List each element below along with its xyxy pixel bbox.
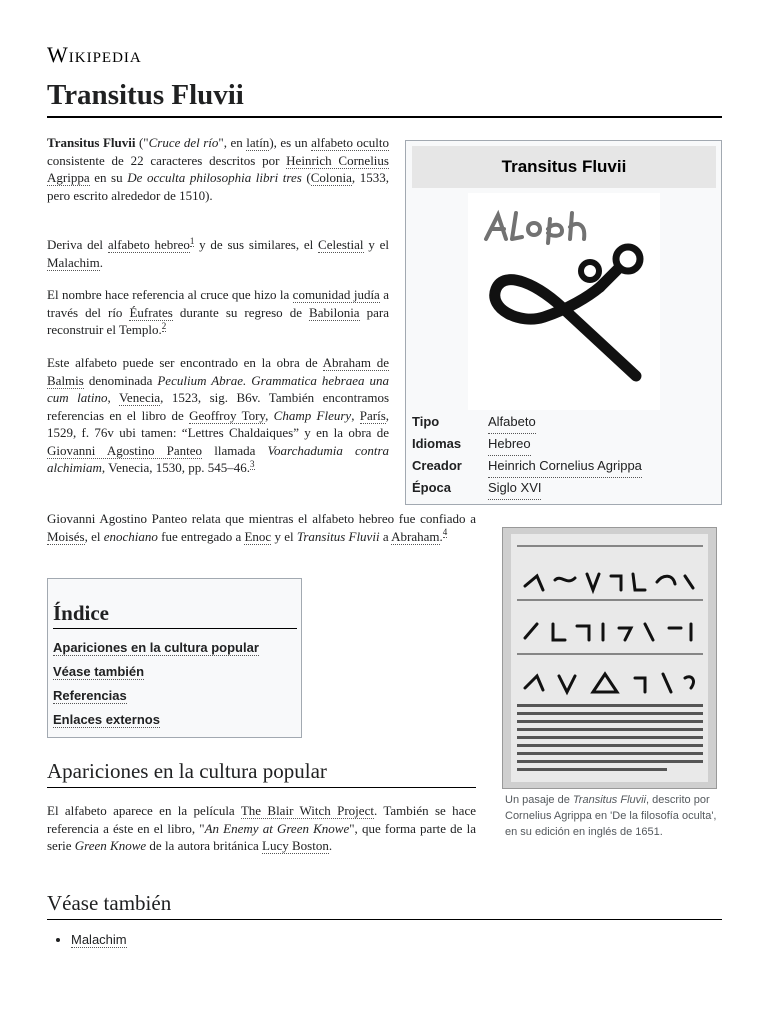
link-latin[interactable]: latín <box>246 135 270 150</box>
toc-title: Índice <box>53 601 297 629</box>
text: durante su regreso de <box>172 304 310 320</box>
link-babilonia[interactable]: Babilonia <box>309 304 360 320</box>
toc-item-apariciones[interactable]: Apariciones en la cultura popular <box>53 640 259 655</box>
text: ", que forma parte de la serie <box>47 820 476 853</box>
link-siglo-xvi[interactable]: Siglo XVI <box>488 477 541 500</box>
infobox-row-tipo <box>412 411 716 433</box>
italic-text: Voarchadumia contra alchimiam <box>47 442 390 475</box>
infobox-row-epoca <box>412 477 716 499</box>
bold-term: Transitus Fluvii <box>47 135 136 150</box>
intro-paragraph-1 <box>47 134 389 204</box>
text: . También se hace referencia a éste en el libro, " <box>47 803 476 836</box>
infobox-label: Creador <box>412 458 462 473</box>
text: a través del río <box>47 287 389 320</box>
text: , descrito por Cornelius Agrippa en 'De la filosofía oculta', en su edición en inglés de 1651. <box>505 794 717 838</box>
text: denominada <box>83 372 158 388</box>
toc-item-referencias[interactable]: Referencias <box>53 688 127 703</box>
text: ), es un <box>269 135 312 150</box>
reference-3[interactable]: 3 <box>250 458 255 469</box>
text: , Venecia, 1530, pp. 545–46. <box>101 460 251 475</box>
link-paris[interactable]: París <box>359 407 386 423</box>
italic-text: Transitus Fluvii <box>572 794 647 806</box>
intro-paragraph-5 <box>47 510 476 545</box>
text: Giovanni Agostino Panteo relata que mientras el alfabeto hebreo fue confiado a <box>47 511 476 526</box>
text: , <box>107 390 119 405</box>
text: . <box>328 838 333 853</box>
text: Deriva del <box>47 237 108 252</box>
text: y el <box>271 528 297 544</box>
link-blair-witch[interactable]: The Blair Witch Project <box>240 803 374 818</box>
text: fue entregado a <box>157 528 245 544</box>
link-geoffroy-tory[interactable]: Geoffroy Tory <box>189 407 266 423</box>
link-abraham-de-balmis[interactable]: Abraham de Balmis <box>47 355 389 388</box>
link-malachim[interactable]: Malachim <box>47 254 100 270</box>
book-page-picture <box>503 528 716 788</box>
toc-item-vease-tambien[interactable]: Véase también <box>53 664 145 679</box>
text: para reconstruir el Templo. <box>47 304 389 337</box>
link-alfabeto-hebreo[interactable]: alfabeto hebreo <box>107 237 190 252</box>
intro-paragraph-2 <box>47 236 389 271</box>
see-also-list <box>56 931 127 948</box>
link-venecia[interactable]: Venecia <box>118 390 161 405</box>
page-title: Transitus Fluvii <box>47 78 722 118</box>
infobox-row-creador <box>412 455 716 477</box>
text: El alfabeto aparece en la película <box>47 803 241 818</box>
link-eufrates[interactable]: Éufrates <box>129 304 173 320</box>
reference-2[interactable]: 2 <box>161 320 167 331</box>
text: , el <box>84 528 104 544</box>
link-colonia[interactable]: Colonia <box>310 170 352 185</box>
text: ", en <box>218 135 247 150</box>
link-hebreo[interactable]: Hebreo <box>488 433 531 456</box>
reference-1[interactable]: 1 <box>189 235 195 246</box>
infobox-label: Tipo <box>412 414 440 429</box>
reference-4[interactable]: 4 <box>442 527 448 538</box>
link-agrippa[interactable]: Heinrich Cornelius Agrippa <box>47 152 389 185</box>
section-heading-apariciones: Apariciones en la cultura popular <box>47 758 476 788</box>
text: y el <box>363 237 389 252</box>
italic-text: Cruce del río <box>148 135 219 150</box>
wikipedia-wordmark[interactable]: Wikipedia <box>47 42 142 67</box>
text: en su <box>89 170 128 185</box>
infobox <box>405 140 722 505</box>
table-of-contents <box>47 578 302 738</box>
text: , 1523, sig. B6v. También encontramos referencias en el libro de <box>47 390 390 423</box>
link-alfabeto-oculto[interactable]: alfabeto oculto <box>311 135 390 150</box>
italic-text: Champ Fleury <box>273 407 352 423</box>
link-panteo[interactable]: Giovanni Agostino Panteo <box>47 442 203 458</box>
text: , 1533, pero escrito alrededor de 1510). <box>47 170 389 203</box>
italic-text: Peculium Abrae. Grammatica hebraea una cum latino <box>47 372 389 405</box>
link-abraham[interactable]: Abraham <box>391 528 440 544</box>
link-alfabeto[interactable]: Alfabeto <box>488 411 536 434</box>
text: Este alfabeto puede ser encontrado en la obra de <box>47 355 323 370</box>
text: (" <box>135 135 149 150</box>
image-caption <box>505 792 720 840</box>
infobox-title: Transitus Fluvii <box>412 146 716 188</box>
link-see-also-malachim[interactable]: Malachim <box>71 932 127 947</box>
link-lucy-boston[interactable]: Lucy Boston <box>262 838 329 853</box>
link-de-occulta[interactable]: De occulta philosophia libri tres <box>127 170 302 185</box>
list-item <box>71 931 127 948</box>
toc-item-enlaces-externos[interactable]: Enlaces externos <box>53 712 160 727</box>
book-page-image[interactable] <box>502 527 717 789</box>
text: , <box>265 407 274 423</box>
infobox-glyph-image[interactable] <box>468 193 660 410</box>
infobox-label: Época <box>412 480 452 495</box>
italic-text: An Enemy at Green Knowe <box>204 820 350 836</box>
text: El nombre hace referencia al cruce que hizo la <box>47 287 293 302</box>
text: . <box>99 254 103 270</box>
link-creador[interactable]: Heinrich Cornelius Agrippa <box>488 455 642 478</box>
text: , <box>351 407 360 423</box>
text: consistente de 22 caracteres descritos por <box>47 152 287 168</box>
text: de la autora británica <box>146 838 263 853</box>
aleph-glyph-icon <box>468 193 660 410</box>
text: a <box>379 528 392 544</box>
italic-text: enochiano <box>103 528 158 544</box>
infobox-label: Idiomas <box>412 436 462 451</box>
link-moises[interactable]: Moisés <box>47 528 85 544</box>
infobox-row-idiomas <box>412 433 716 455</box>
link-celestial[interactable]: Celestial <box>318 237 364 252</box>
section-apariciones-paragraph <box>47 802 476 855</box>
text: y de sus similares, el <box>194 237 319 252</box>
link-comunidad-judia[interactable]: comunidad judía <box>292 287 380 302</box>
section-heading-vease-tambien: Véase también <box>47 890 722 920</box>
intro-paragraph-4 <box>47 354 389 477</box>
text: , 1529, f. 76v ubi tamen: “Lettres Chaldaiques” y en la obra de <box>47 407 390 440</box>
link-enoc[interactable]: Enoc <box>244 528 272 544</box>
italic-text: Transitus Fluvii <box>296 528 380 544</box>
text: llamada <box>202 442 268 458</box>
intro-paragraph-3 <box>47 286 389 339</box>
text: . <box>439 528 443 544</box>
italic-text: Green Knowe <box>74 838 147 853</box>
text: ( <box>301 170 311 185</box>
text: Un pasaje de <box>505 794 573 806</box>
